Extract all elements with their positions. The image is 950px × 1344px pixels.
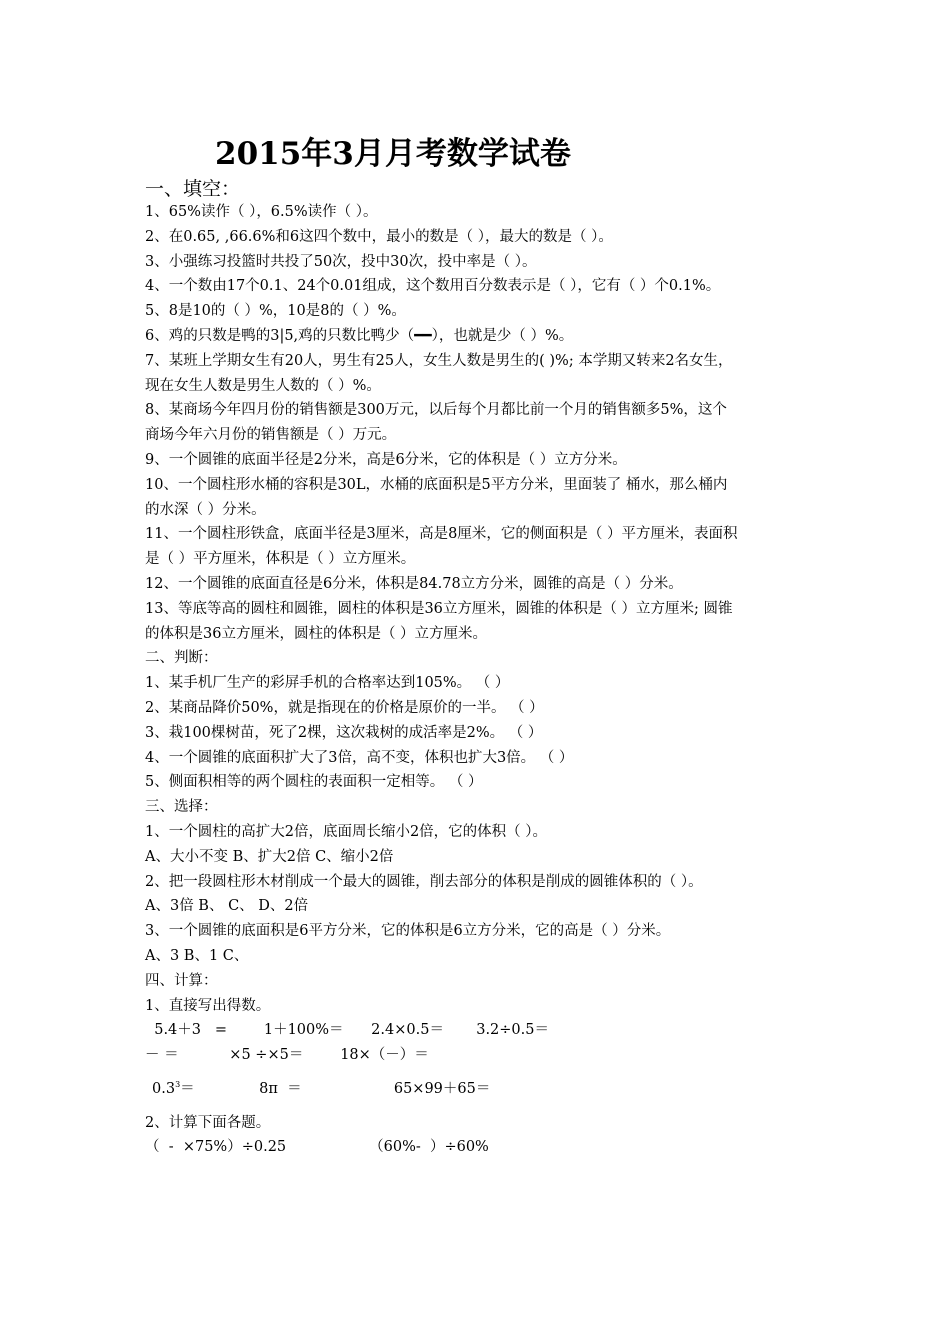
fill-item-10-cont: 的水深（ ）分米。 (145, 501, 266, 518)
choice-question-1: 1、一个圆柱的高扩大2倍，底面周长缩小2倍，它的体积（ ）。 (145, 823, 548, 840)
judge-item-1: 1、某手机厂生产的彩屏手机的合格率达到105%。 （ ） (145, 675, 510, 692)
calc-sub-heading-1: 1、直接写出得数。 (145, 997, 271, 1014)
calc-row-spacer-2 (145, 1102, 815, 1111)
fill-item-8-cont: 商场今年六月份的销售额是（ ）万元。 (145, 427, 397, 444)
exam-body (145, 200, 815, 1160)
fill-item-9: 9、一个圆锥的底面半径是2分米，高是6分米，它的体积是（ ）立方分米。 (145, 451, 627, 468)
fill-item-12: 12、一个圆锥的底面直径是6分米，体积是84.78立方分米，圆锥的高是（ ）分米。 (145, 575, 683, 592)
section-calc-heading: 四、计算： (145, 972, 218, 989)
fill-item-4: 4、一个数由17个0.1、24个0.01组成，这个数用百分数表示是（ ），它有（ ）个0.1%。 (145, 278, 721, 295)
calc-row-3-exponent: 3 (175, 1080, 181, 1090)
fill-item-6: 6、鸡的只数是鸭的3|5,鸡的只数比鸭少（━━），也就是少（ ）%。 (145, 327, 574, 344)
choice-options-3: A、3 B、1 C、 (145, 947, 249, 964)
fill-item-13-cont: 的体积是36立方厘米，圆柱的体积是（ ）立方厘米。 (145, 625, 488, 642)
calc-sub-heading-2: 2、计算下面各题。 (145, 1114, 271, 1131)
fill-item-7: 7、某班上学期女生有20人，男生有25人，女生人数是男生的( )%; 本学期又转来2名女生， (145, 352, 733, 369)
fill-item-13: 13、等底等高的圆柱和圆锥，圆柱的体积是36立方厘米，圆锥的体积是（ ）立方厘米; 圆锥 (145, 600, 733, 617)
judge-item-3: 3、栽100棵树苗，死了2棵，这次栽树的成活率是2%。 （ ） (145, 724, 543, 741)
choice-options-2: A、3倍 B、 C、 D、2倍 (145, 898, 309, 915)
judge-item-5: 5、侧面积相等的两个圆柱的表面积一定相等。 （ ） (145, 774, 483, 791)
fill-item-3: 3、小强练习投篮时共投了50次，投中30次，投中率是（ ）。 (145, 253, 537, 270)
calc-row-2: － ＝ ×5 ÷×5＝ 18×（－）＝ (145, 1047, 429, 1064)
calc-row-3-base: 0.3 (152, 1080, 176, 1097)
section-fill-blank-heading: 一、填空： (145, 178, 241, 200)
page-title: 2015年3月月考数学试卷 (215, 136, 571, 172)
calc-row-1: 5.4＋3 = 1＋100%＝ 2.4×0.5＝ 3.2÷0.5＝ (145, 1022, 549, 1039)
calc-row-spacer (145, 1068, 815, 1077)
fill-item-8: 8、某商场今年四月份的销售额是300万元，以后每个月都比前一个月的销售额多5%，这个 (145, 402, 727, 419)
judge-item-2: 2、某商品降价50%，就是指现在的价格是原价的一半。 （ ） (145, 699, 544, 716)
choice-question-3: 3、一个圆锥的底面积是6平方分米，它的体积是6立方分米，它的高是（ ）分米。 (145, 923, 671, 940)
fill-item-2: 2、在0.65, ,66.6%和6这四个数中，最小的数是（ ），最大的数是（ ）。 (145, 228, 613, 245)
calc-row-4: （ - ×75%）÷0.25 （60%- ）÷60% (145, 1139, 489, 1156)
calc-row-3-rest: ＝ 8π ＝ 65×99＋65＝ (180, 1080, 491, 1097)
fill-item-11-cont: 是（ ）平方厘米，体积是（ ）立方厘米。 (145, 551, 416, 568)
fill-item-5: 5、8是10的（ ）%，10是8的（ ）%。 (145, 303, 406, 320)
fill-item-1: 1、65%读作（ ），6.5%读作（ ）。 (145, 204, 378, 220)
judge-item-4: 4、一个圆锥的底面积扩大了3倍，高不变，体积也扩大3倍。 （ ） (145, 749, 574, 766)
fill-item-11: 11、一个圆柱形铁盒，底面半径是3厘米，高是8厘米，它的侧面积是（ ）平方厘米，表面积 (145, 526, 738, 543)
fill-item-7-cont: 现在女生人数是男生人数的（ ）%。 (145, 377, 381, 394)
calc-row-3 (145, 1077, 815, 1102)
choice-question-2: 2、把一段圆柱形木材削成一个最大的圆锥，削去部分的体积是削成的圆锥体积的（ ）。 (145, 873, 703, 890)
section-judge-heading: 二、判断： (145, 650, 218, 667)
section-choice-heading: 三、选择： (145, 799, 218, 816)
fill-item-10: 10、一个圆柱形水桶的容积是30L，水桶的底面积是5平方分米，里面装了 桶水，那么桶内 (145, 476, 728, 493)
choice-options-1: A、大小不变 B、扩大2倍 C、缩小2倍 (145, 848, 394, 865)
